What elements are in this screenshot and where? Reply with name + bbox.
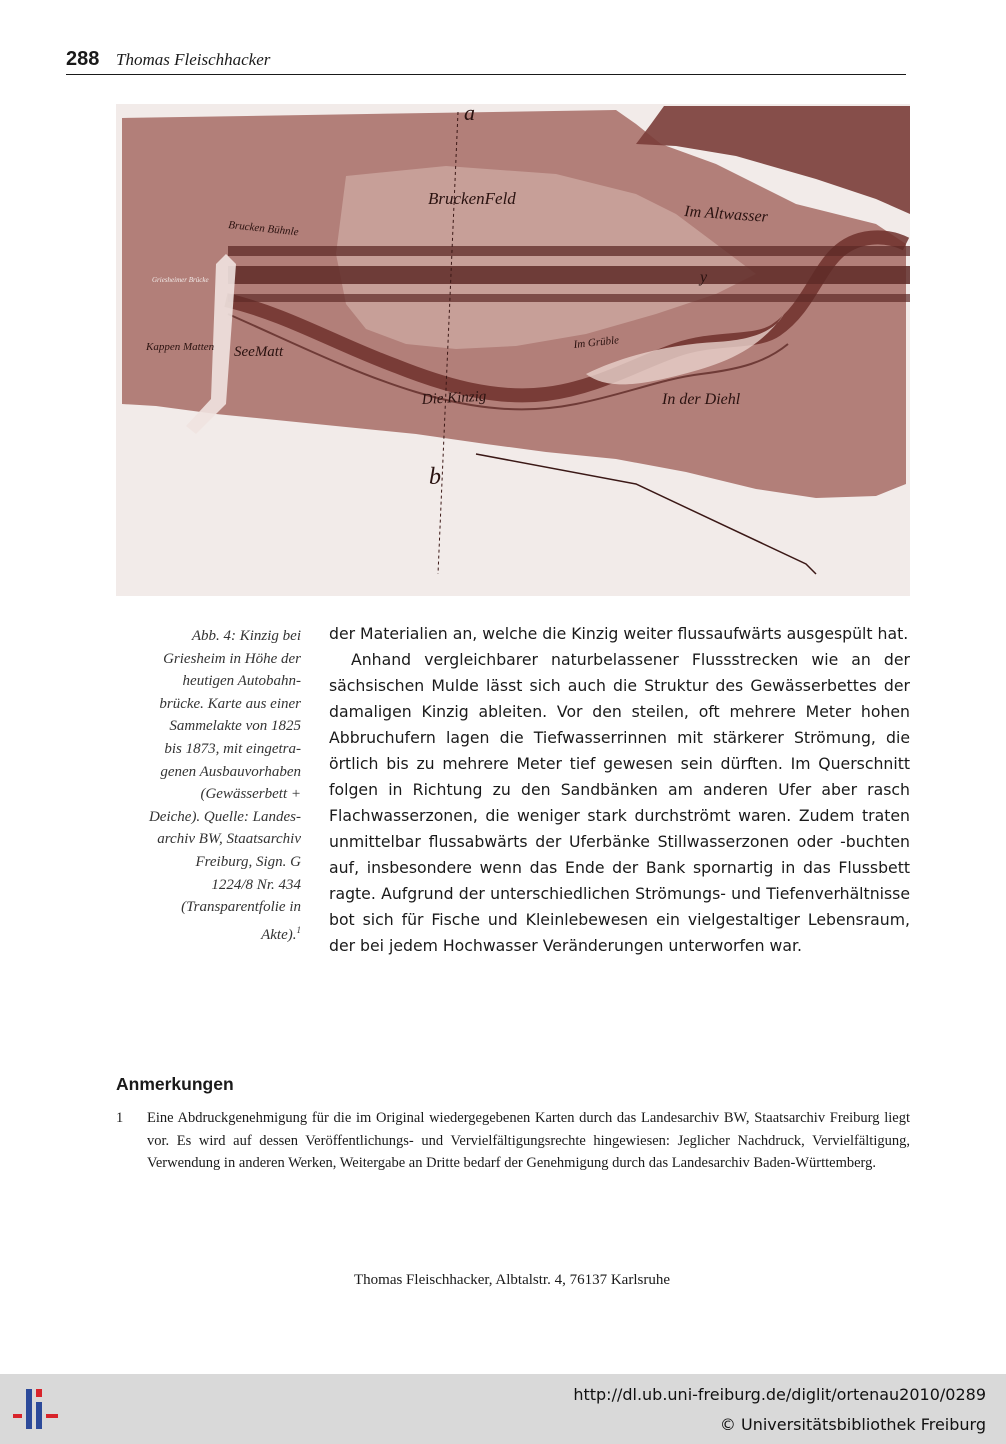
caption-line: brücke. Karte aus einer xyxy=(159,695,301,712)
paragraph: Anhand vergleichbarer naturbelassener Flussstrecken wie an der sächsischen Mulde lässt sich auch die Struktur des Gewässerbettes der damaligen Kinzig ableiten. Vor den steilen, oft mehrere Meter hohen Abbruchufern lagen die Tiefwasserrinnen mit stärkerer Strömung, die örtlich bis zu mehrere Meter tief gewesen sein dürften. Im Querschnitt folgen in Richtung zu den Sandbänken am anderen Ufer aber rasch Flachwasserzonen, die weniger stark durchströmt waren. Zudem traten unmittelbar flussabwärts der Uferbänke Stillwasserzonen oder -buchten auf, insbesondere wenn das Ende der Bank spornartig in das Flussbett ragte. Aufgrund der unterschiedlichen Strömungs- und Tiefenverhältnisse bot sich für Fische und Kleinlebewesen ein vielgestaltiger Lebensraum, der bei jedem Hochwasser Veränderungen unterworfen war. xyxy=(329,650,910,955)
copyright-text: © Universitätsbibliothek Freiburg xyxy=(719,1415,986,1434)
map-drawing xyxy=(116,104,910,596)
caption-line: archiv BW, Staatsarchiv xyxy=(157,831,301,848)
caption-line: 1224/8 Nr. 434 xyxy=(211,876,301,893)
caption-last-line: Akte). xyxy=(261,926,297,943)
caption-line: Freiburg, Sign. G xyxy=(195,853,301,870)
body-text xyxy=(329,621,910,959)
caption-line: (Transparentfolie in xyxy=(181,899,301,916)
ub-freiburg-logo-icon[interactable] xyxy=(13,1384,65,1434)
caption-line: Deiche). Quelle: Landes- xyxy=(148,808,301,825)
notes-heading: Anmerkungen xyxy=(116,1074,234,1094)
figure-caption xyxy=(116,625,301,946)
footer-bar xyxy=(0,1374,1006,1444)
author-address: Thomas Fleischhacker, Albtalstr. 4, 76137 Karlsruhe xyxy=(353,1272,670,1288)
footnote-number: 1 xyxy=(116,1110,124,1126)
page-header xyxy=(66,46,906,75)
caption-line: Sammelakte von 1825 xyxy=(169,718,301,735)
caption-line: heutigen Autobahn- xyxy=(182,673,301,690)
map-label-im-altwasser: Im Altwasser xyxy=(683,203,769,226)
source-url-link[interactable]: http://dl.ub.uni-freiburg.de/diglit/ortenau2010/0289 xyxy=(573,1385,986,1404)
map-label-brucken-buhnle: Brucken Bühnle xyxy=(227,219,300,239)
map-dike-bottom xyxy=(228,294,910,302)
map-label-bruckenfeld: BruckenFeld xyxy=(428,189,516,208)
caption-line: (Gewässerbett + xyxy=(200,786,301,803)
caption-line: Griesheim in Höhe der xyxy=(163,650,301,667)
map-label-im-gruble: Im Grüble xyxy=(573,334,620,351)
map-dike-middle xyxy=(228,266,910,284)
footnote-text: Eine Abdruckgenehmigung für die im Original wiedergegebenen Karten durch das Landesarchiv BW, Staatsarchiv Freiburg liegt vor. Es wird auf dessen Veröffentlichungs- und Vervielfältigungsrechte hingewiesen: Jeglicher Nachdruck, Vervielfältigung, Verwendung in anderen Werken, Weitergabe an Dritte bedarf der Genehmigung durch das Landesarchiv Baden-Württemberg. xyxy=(147,1110,910,1171)
map-label-griesheimer-brucke: Griesheimer Brücke xyxy=(152,276,209,284)
map-label-see-matt: SeeMatt xyxy=(234,344,284,360)
caption-line xyxy=(116,919,301,947)
map-label-die-kinzig: Die Kinzig xyxy=(421,388,487,408)
footnote-item xyxy=(116,1107,910,1175)
caption-line: bis 1873, mit eingetra- xyxy=(164,740,301,757)
caption-line: Abb. 4: Kinzig bei xyxy=(191,628,301,644)
map-label-kappen-matten: Kappen Matten xyxy=(146,341,215,353)
map-dike-top xyxy=(228,246,910,256)
page-number: 288 xyxy=(66,48,100,70)
paragraph: der Materialien an, welche die Kinzig weiter flussaufwärts ausgespült hat. xyxy=(329,624,909,643)
footnote-reference[interactable]: 1 xyxy=(296,924,301,935)
running-head: Thomas Fleischhacker xyxy=(116,50,271,69)
map-label-y: y xyxy=(700,269,708,286)
historical-map-figure xyxy=(116,104,910,596)
map-label-in-der-diehl: In der Diehl xyxy=(662,391,741,408)
map-label-a: a xyxy=(464,104,475,125)
caption-line: genen Ausbauvorhaben xyxy=(160,763,301,780)
map-label-b: b xyxy=(429,464,441,490)
